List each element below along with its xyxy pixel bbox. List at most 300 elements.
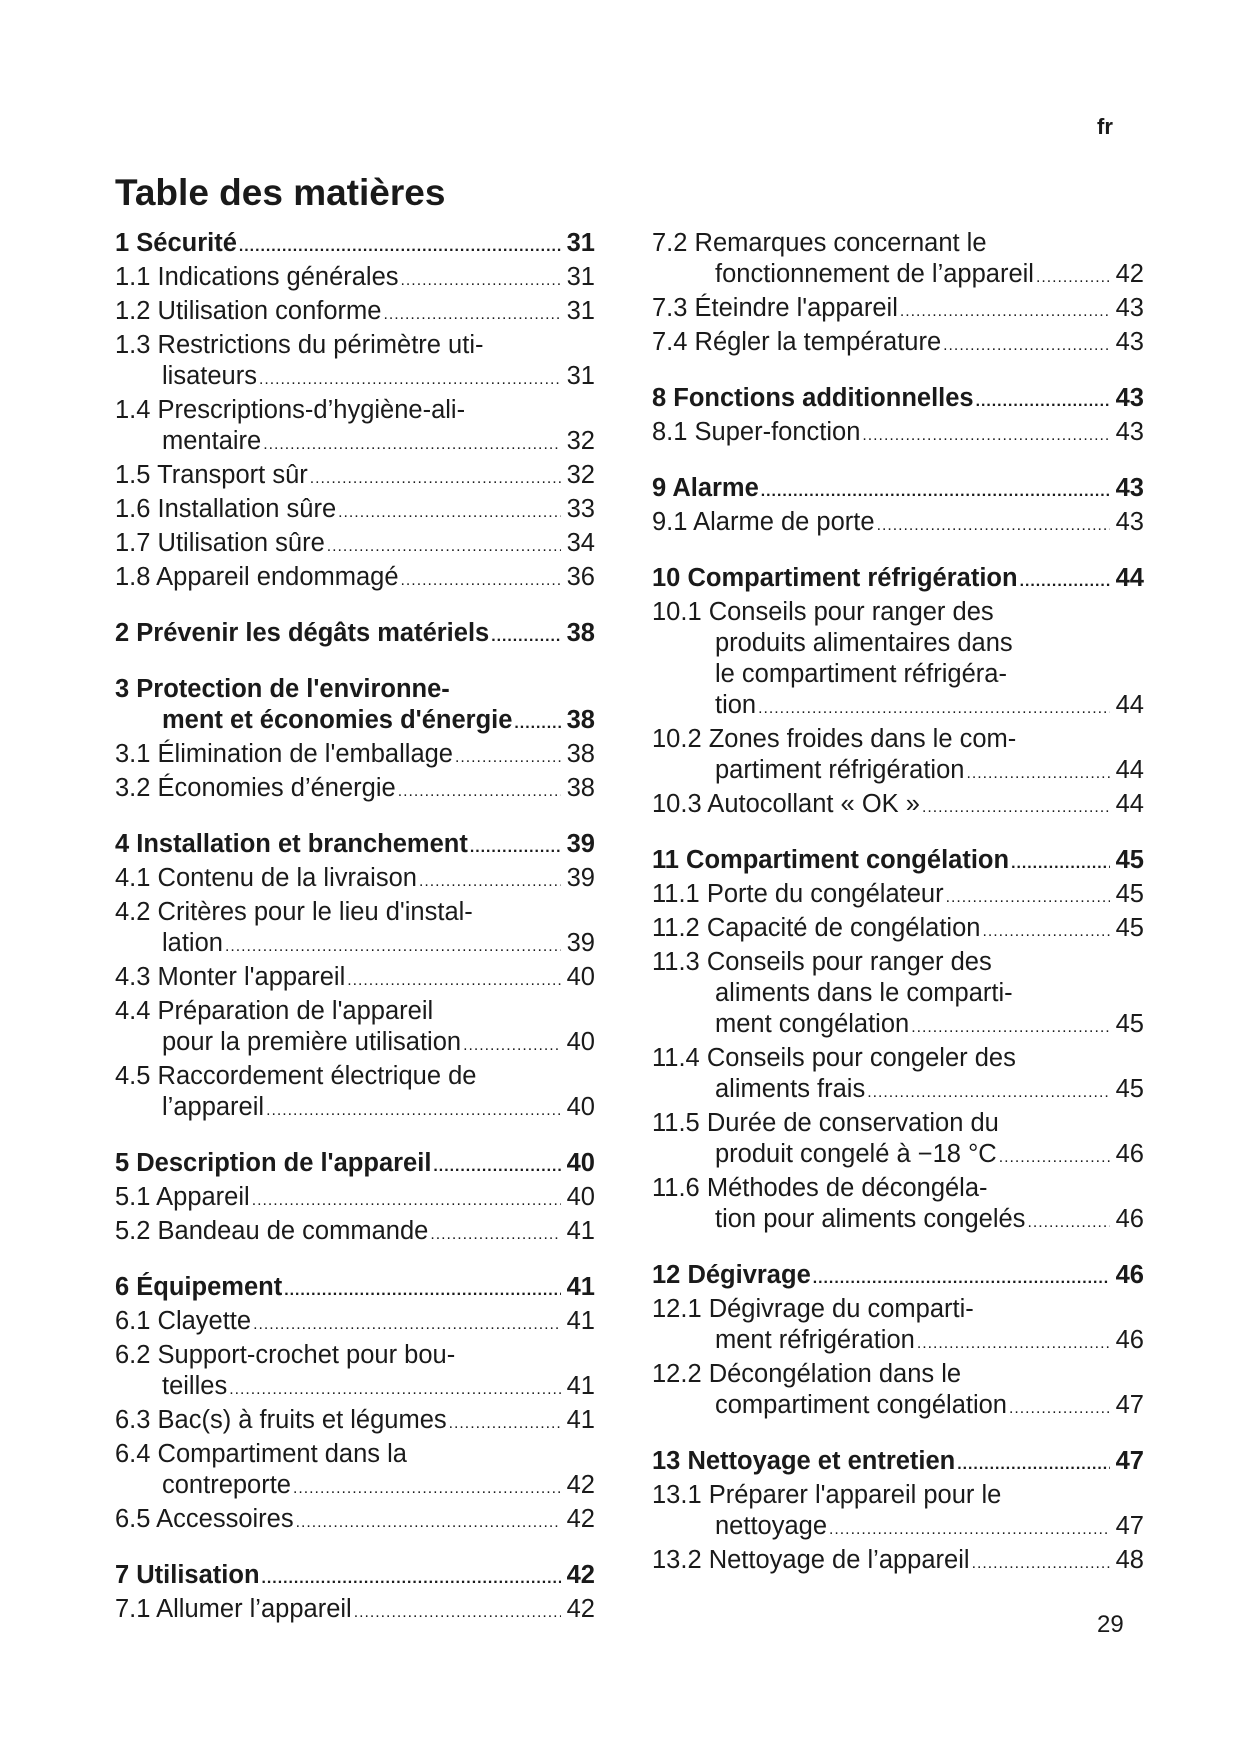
toc-entry-line bbox=[652, 259, 1144, 293]
toc-entry-line bbox=[115, 739, 595, 773]
toc-entry-line bbox=[115, 773, 595, 807]
toc-page-number: 43 bbox=[1115, 508, 1144, 536]
toc-entry-line bbox=[652, 507, 1144, 541]
toc-section bbox=[115, 674, 595, 807]
toc-entry-line bbox=[115, 1148, 595, 1182]
dot-leader bbox=[338, 497, 560, 528]
toc-entry-line bbox=[115, 618, 595, 652]
dot-leader bbox=[758, 693, 1110, 724]
dot-leader bbox=[1036, 262, 1110, 293]
toc-entry-text: 1.2 Utilisation conforme bbox=[115, 297, 382, 325]
toc-subsection-entry[interactable] bbox=[652, 1294, 1144, 1359]
toc-entry-text: contreporte bbox=[162, 1471, 291, 1499]
dot-leader bbox=[430, 1219, 560, 1250]
toc-section bbox=[115, 228, 595, 596]
toc-subsection-entry[interactable] bbox=[115, 1594, 595, 1628]
toc-entry-text: 4.1 Contenu de la livraison bbox=[115, 864, 417, 892]
toc-entry-line bbox=[115, 426, 595, 460]
toc-entry-text: 6 Équipement bbox=[115, 1273, 283, 1301]
toc-section bbox=[652, 228, 1144, 361]
toc-entry-line bbox=[115, 262, 595, 296]
toc-section-entry[interactable] bbox=[115, 228, 595, 262]
toc-entry-text: 2 Prévenir les dégâts matériels bbox=[115, 619, 490, 647]
toc-entry-line bbox=[115, 674, 595, 705]
toc-subsection-entry[interactable] bbox=[115, 460, 595, 494]
toc-section bbox=[652, 1260, 1144, 1424]
toc-entry-line bbox=[652, 563, 1144, 597]
dot-leader bbox=[433, 1151, 560, 1182]
dot-leader bbox=[229, 1374, 560, 1405]
toc-entry-text: compartiment congélation bbox=[715, 1391, 1007, 1419]
dot-leader bbox=[449, 1408, 561, 1439]
toc-page-number: 39 bbox=[566, 830, 595, 858]
dot-leader bbox=[1027, 1207, 1109, 1238]
toc-page-number: 40 bbox=[566, 1093, 595, 1121]
toc-page-number: 40 bbox=[566, 1028, 595, 1056]
toc-page-number: 44 bbox=[1115, 790, 1144, 818]
toc-subsection-entry[interactable] bbox=[115, 296, 595, 330]
toc-subsection-entry[interactable] bbox=[115, 1216, 595, 1250]
toc-entry-line bbox=[652, 327, 1144, 361]
toc-entry-line bbox=[115, 1560, 595, 1594]
dot-leader bbox=[470, 832, 561, 863]
toc-page-number: 41 bbox=[566, 1217, 595, 1245]
toc-subsection-entry[interactable] bbox=[115, 773, 595, 807]
toc-page-number: 42 bbox=[1115, 260, 1144, 288]
toc-page-number: 44 bbox=[1115, 756, 1144, 784]
dot-leader bbox=[266, 1095, 561, 1126]
dot-leader bbox=[972, 1548, 1110, 1579]
toc-entry-text: ment et économies d'énergie bbox=[162, 706, 513, 734]
toc-page-number: 42 bbox=[566, 1561, 595, 1589]
dot-leader bbox=[401, 565, 561, 596]
toc-entry-text: 1.3 Restrictions du périmètre uti- bbox=[115, 331, 484, 359]
toc-entry-text: 4 Installation et branchement bbox=[115, 830, 468, 858]
toc-entry-line bbox=[115, 494, 595, 528]
toc-section-entry[interactable] bbox=[652, 845, 1144, 879]
toc-entry-text: 11.4 Conseils pour congeler des bbox=[652, 1044, 1016, 1072]
toc-page-number: 32 bbox=[566, 427, 595, 455]
toc-entry-line bbox=[115, 330, 595, 361]
toc-section-entry[interactable] bbox=[115, 1148, 595, 1182]
toc-page-number: 31 bbox=[566, 229, 595, 257]
page-number: 29 bbox=[1097, 1611, 1124, 1638]
toc-subsection-entry[interactable] bbox=[115, 962, 595, 996]
dot-leader bbox=[999, 1142, 1110, 1173]
toc-page-number: 42 bbox=[566, 1595, 595, 1623]
toc-entry-line bbox=[652, 1390, 1144, 1424]
toc-entry-text: tion bbox=[715, 691, 757, 719]
toc-entry-line bbox=[115, 962, 595, 996]
dot-leader bbox=[966, 758, 1109, 789]
toc-entry-line bbox=[652, 1074, 1144, 1108]
toc-entry-line bbox=[652, 1139, 1144, 1173]
toc-subsection-entry[interactable] bbox=[115, 330, 595, 395]
toc-entry-line bbox=[115, 460, 595, 494]
toc-entry-text: 10.3 Autocollant « OK » bbox=[652, 790, 920, 818]
toc-page-number: 34 bbox=[566, 529, 595, 557]
toc-section-entry[interactable] bbox=[115, 674, 595, 739]
toc-entry-line bbox=[115, 1470, 595, 1504]
toc-subsection-entry[interactable] bbox=[652, 507, 1144, 541]
toc-entry-line bbox=[652, 1480, 1144, 1511]
toc-entry-line bbox=[652, 1043, 1144, 1074]
toc-section bbox=[652, 383, 1144, 451]
toc-page-number: 31 bbox=[566, 297, 595, 325]
toc-page-number: 42 bbox=[566, 1505, 595, 1533]
toc-entry-line bbox=[652, 1204, 1144, 1238]
toc-subsection-entry[interactable] bbox=[115, 395, 595, 460]
toc-subsection-entry[interactable] bbox=[652, 1480, 1144, 1545]
toc-page-number: 46 bbox=[1115, 1261, 1144, 1289]
toc-entry-line bbox=[115, 829, 595, 863]
toc-entry-line bbox=[115, 228, 595, 262]
dot-leader bbox=[862, 420, 1109, 451]
toc-entry-line bbox=[115, 705, 595, 739]
toc-subsection-entry[interactable] bbox=[115, 996, 595, 1061]
toc-entry-text: ment réfrigération bbox=[715, 1326, 915, 1354]
toc-entry-line bbox=[652, 659, 1144, 690]
toc-subsection-entry[interactable] bbox=[115, 739, 595, 773]
toc-entry-line bbox=[652, 1359, 1144, 1390]
toc-entry-line bbox=[652, 879, 1144, 913]
toc-page-number: 43 bbox=[1115, 294, 1144, 322]
toc-entry-text: le compartiment réfrigéra- bbox=[715, 660, 1007, 688]
toc-section bbox=[115, 1272, 595, 1538]
toc-entry-text: 8.1 Super-fonction bbox=[652, 418, 861, 446]
dot-leader bbox=[398, 776, 561, 807]
toc-entry-text: 8 Fonctions additionnelles bbox=[652, 384, 974, 412]
dot-leader bbox=[829, 1514, 1110, 1545]
toc-section-entry[interactable] bbox=[652, 563, 1144, 597]
toc-subsection-entry[interactable] bbox=[652, 913, 1144, 947]
language-label: fr bbox=[1097, 114, 1113, 139]
toc-page-number: 43 bbox=[1115, 418, 1144, 446]
toc-subsection-entry[interactable] bbox=[652, 293, 1144, 327]
dot-leader bbox=[1011, 848, 1110, 879]
dot-leader bbox=[327, 531, 561, 562]
toc-page-number: 38 bbox=[566, 774, 595, 802]
toc-section-entry[interactable] bbox=[115, 1272, 595, 1306]
dot-leader bbox=[761, 476, 1110, 507]
toc-page-number: 45 bbox=[1115, 880, 1144, 908]
toc-entry-line bbox=[652, 978, 1144, 1009]
toc-subsection-entry[interactable] bbox=[652, 879, 1144, 913]
dot-leader bbox=[1020, 566, 1110, 597]
toc-subsection-entry[interactable] bbox=[115, 1504, 595, 1538]
toc-subsection-entry[interactable] bbox=[115, 262, 595, 296]
toc-page-number: 31 bbox=[566, 263, 595, 291]
toc-entry-line bbox=[115, 1594, 595, 1628]
toc-page-number: 45 bbox=[1115, 914, 1144, 942]
toc-entry-line bbox=[115, 897, 595, 928]
toc-entry-line bbox=[115, 562, 595, 596]
toc-page-number: 47 bbox=[1115, 1447, 1144, 1475]
toc-entry-line bbox=[652, 1009, 1144, 1043]
toc-entry-line bbox=[652, 1260, 1144, 1294]
toc-entry-text: 12 Dégivrage bbox=[652, 1261, 811, 1289]
toc-entry-line bbox=[652, 1108, 1144, 1139]
dot-leader bbox=[296, 1507, 561, 1538]
toc-entry-text: mentaire bbox=[162, 427, 262, 455]
toc-entry-text: 12.1 Dégivrage du comparti- bbox=[652, 1295, 974, 1323]
toc-entry-text: 1.7 Utilisation sûre bbox=[115, 529, 325, 557]
toc-page-number: 46 bbox=[1115, 1326, 1144, 1354]
toc-entry-text: 11 Compartiment congélation bbox=[652, 846, 1010, 874]
page-title: Table des matières bbox=[115, 172, 446, 213]
toc-entry-text: 5.2 Bandeau de commande bbox=[115, 1217, 429, 1245]
toc-entry-text: 10.2 Zones froides dans le com- bbox=[652, 725, 1017, 753]
dot-leader bbox=[900, 296, 1110, 327]
toc-entry-text: 1.6 Installation sûre bbox=[115, 495, 337, 523]
dot-leader bbox=[253, 1309, 561, 1340]
toc-subsection-entry[interactable] bbox=[652, 228, 1144, 293]
toc-entry-line bbox=[115, 1371, 595, 1405]
toc-entry-text: 12.2 Décongélation dans le bbox=[652, 1360, 962, 1388]
dot-leader bbox=[284, 1275, 560, 1306]
toc-section bbox=[115, 618, 595, 652]
dot-leader bbox=[917, 1328, 1110, 1359]
toc-entry-text: 13.2 Nettoyage de l’appareil bbox=[652, 1546, 970, 1574]
toc-entry-line bbox=[115, 1027, 595, 1061]
toc-section bbox=[652, 845, 1144, 1238]
toc-page-number: 32 bbox=[566, 461, 595, 489]
toc-page-number: 42 bbox=[566, 1471, 595, 1499]
toc-entry-text: 4.5 Raccordement électrique de bbox=[115, 1062, 477, 1090]
dot-leader bbox=[252, 1185, 561, 1216]
toc-page-number: 40 bbox=[566, 1149, 595, 1177]
toc-subsection-entry[interactable] bbox=[115, 528, 595, 562]
toc-entry-line bbox=[115, 296, 595, 330]
toc-entry-line bbox=[115, 395, 595, 426]
toc-subsection-entry[interactable] bbox=[115, 1061, 595, 1126]
toc-entry-text: 4.2 Critères pour le lieu d'instal- bbox=[115, 898, 473, 926]
toc-entry-line bbox=[652, 1446, 1144, 1480]
toc-entry-line bbox=[115, 863, 595, 897]
toc-page-number: 43 bbox=[1115, 384, 1144, 412]
toc-entry-text: 10.1 Conseils pour ranger des bbox=[652, 598, 994, 626]
toc-entry-text: 6.5 Accessoires bbox=[115, 1505, 294, 1533]
toc-subsection-entry[interactable] bbox=[652, 789, 1144, 823]
toc-entry-line bbox=[115, 996, 595, 1027]
toc-entry-line bbox=[115, 1306, 595, 1340]
dot-leader bbox=[401, 265, 561, 296]
toc-entry-text: 6.4 Compartiment dans la bbox=[115, 1440, 407, 1468]
toc-entry-text: 4.3 Monter l'appareil bbox=[115, 963, 346, 991]
dot-leader bbox=[1009, 1393, 1110, 1424]
dot-leader bbox=[976, 386, 1110, 417]
toc-entry-line bbox=[652, 597, 1144, 628]
toc-entry-text: 11.5 Durée de conservation du bbox=[652, 1109, 999, 1137]
toc-page-number: 47 bbox=[1115, 1512, 1144, 1540]
toc-subsection-entry[interactable] bbox=[115, 562, 595, 596]
toc-page-number: 41 bbox=[566, 1406, 595, 1434]
dot-leader bbox=[943, 330, 1109, 361]
toc-subsection-entry[interactable] bbox=[115, 1340, 595, 1405]
toc-entry-text: pour la première utilisation bbox=[162, 1028, 462, 1056]
dot-leader bbox=[259, 364, 561, 395]
toc-entry-line bbox=[115, 1216, 595, 1250]
toc-entry-line bbox=[115, 1092, 595, 1126]
toc-subsection-entry[interactable] bbox=[652, 1545, 1144, 1579]
toc-page-number: 46 bbox=[1115, 1140, 1144, 1168]
toc-section-entry[interactable] bbox=[652, 473, 1144, 507]
toc-entry-text: 1.5 Transport sûr bbox=[115, 461, 308, 489]
toc-subsection-entry[interactable] bbox=[115, 1405, 595, 1439]
toc-entry-text: 1 Sécurité bbox=[115, 229, 237, 257]
toc-section-entry[interactable] bbox=[115, 618, 595, 652]
toc-entry-text: aliments dans le comparti- bbox=[715, 979, 1013, 1007]
toc-entry-line bbox=[652, 1173, 1144, 1204]
toc-entry-text: 5.1 Appareil bbox=[115, 1183, 250, 1211]
toc-entry-text: 11.1 Porte du congélateur bbox=[652, 880, 944, 908]
toc-page-number: 40 bbox=[566, 963, 595, 991]
toc-page-number: 38 bbox=[566, 706, 595, 734]
toc-page-number: 45 bbox=[1115, 846, 1144, 874]
toc-entry-line bbox=[115, 1504, 595, 1538]
toc-subsection-entry[interactable] bbox=[652, 417, 1144, 451]
toc-entry-line bbox=[115, 928, 595, 962]
dot-leader bbox=[911, 1012, 1109, 1043]
toc-entry-line bbox=[115, 1272, 595, 1306]
dot-leader bbox=[419, 866, 561, 897]
toc-page-number: 45 bbox=[1115, 1075, 1144, 1103]
toc-subsection-entry[interactable] bbox=[652, 327, 1144, 361]
toc-entry-text: 7.3 Éteindre l'appareil bbox=[652, 294, 898, 322]
toc-section bbox=[115, 829, 595, 1126]
toc-page-number: 47 bbox=[1115, 1391, 1144, 1419]
toc-entry-line bbox=[652, 690, 1144, 724]
toc-entry-text: 13 Nettoyage et entretien bbox=[652, 1447, 956, 1475]
dot-leader bbox=[877, 510, 1110, 541]
toc-entry-text: l’appareil bbox=[162, 1093, 265, 1121]
toc-entry-line bbox=[652, 417, 1144, 451]
dot-leader bbox=[383, 299, 560, 330]
toc-subsection-entry[interactable] bbox=[115, 863, 595, 897]
toc-entry-line bbox=[652, 473, 1144, 507]
toc-page-number: 39 bbox=[566, 929, 595, 957]
toc-entry-text: 9 Alarme bbox=[652, 474, 759, 502]
toc-page-number: 31 bbox=[566, 362, 595, 390]
dot-leader bbox=[455, 742, 561, 773]
toc-entry-line bbox=[115, 1340, 595, 1371]
toc-section bbox=[652, 563, 1144, 823]
toc-page-number: 48 bbox=[1115, 1546, 1144, 1574]
toc-entry-line bbox=[652, 789, 1144, 823]
toc-page-number: 43 bbox=[1115, 328, 1144, 356]
toc-entry-text: 6.3 Bac(s) à fruits et légumes bbox=[115, 1406, 447, 1434]
toc-entry-text: aliments frais bbox=[715, 1075, 866, 1103]
toc-entry-line bbox=[115, 528, 595, 562]
dot-leader bbox=[354, 1597, 561, 1628]
toc-section bbox=[652, 1446, 1144, 1579]
toc-entry-text: 9.1 Alarme de porte bbox=[652, 508, 875, 536]
toc-entry-line bbox=[115, 1061, 595, 1092]
toc-section-entry[interactable] bbox=[115, 829, 595, 863]
toc-entry-line bbox=[652, 383, 1144, 417]
toc-subsection-entry[interactable] bbox=[652, 1043, 1144, 1108]
toc-entry-text: 7.1 Allumer l’appareil bbox=[115, 1595, 352, 1623]
dot-leader bbox=[225, 931, 561, 962]
toc-entry-text: 7.4 Régler la température bbox=[652, 328, 942, 356]
toc-section-entry[interactable] bbox=[652, 1446, 1144, 1480]
toc-entry-text: lation bbox=[162, 929, 223, 957]
toc-section-entry[interactable] bbox=[115, 1560, 595, 1594]
toc-entry-text: fonctionnement de l’appareil bbox=[715, 260, 1034, 288]
toc-subsection-entry[interactable] bbox=[115, 897, 595, 962]
toc-section bbox=[115, 1148, 595, 1250]
toc-page-number: 46 bbox=[1115, 1205, 1144, 1233]
toc-entry-line bbox=[652, 845, 1144, 879]
toc-entry-text: 13.1 Préparer l'appareil pour le bbox=[652, 1481, 1002, 1509]
toc-entry-line bbox=[652, 1511, 1144, 1545]
dot-leader bbox=[262, 1563, 561, 1594]
toc-entry-text: 11.6 Méthodes de décongéla- bbox=[652, 1174, 988, 1202]
toc-entry-text: 3.2 Économies d’énergie bbox=[115, 774, 396, 802]
dot-leader bbox=[982, 916, 1109, 947]
toc-page-number: 38 bbox=[566, 619, 595, 647]
toc-entry-text: 1.8 Appareil endommagé bbox=[115, 563, 399, 591]
dot-leader bbox=[310, 463, 561, 494]
toc-entry-text: 4.4 Préparation de l'appareil bbox=[115, 997, 434, 1025]
toc-subsection-entry[interactable] bbox=[652, 597, 1144, 724]
toc-page-number: 41 bbox=[566, 1273, 595, 1301]
toc-section-entry[interactable] bbox=[652, 383, 1144, 417]
toc-section bbox=[652, 473, 1144, 541]
toc-subsection-entry[interactable] bbox=[115, 1306, 595, 1340]
dot-leader bbox=[347, 965, 560, 996]
toc-entry-line bbox=[652, 1545, 1144, 1579]
toc-entry-line bbox=[652, 913, 1144, 947]
toc-entry-line bbox=[652, 293, 1144, 327]
toc-section bbox=[115, 1560, 595, 1628]
toc-entry-line bbox=[115, 1405, 595, 1439]
toc-subsection-entry[interactable] bbox=[115, 494, 595, 528]
dot-leader bbox=[922, 792, 1110, 823]
toc-subsection-entry[interactable] bbox=[652, 1108, 1144, 1173]
toc-entry-text: 7 Utilisation bbox=[115, 1561, 260, 1589]
toc-entry-line bbox=[652, 228, 1144, 259]
toc-section-entry[interactable] bbox=[652, 1260, 1144, 1294]
toc-subsection-entry[interactable] bbox=[652, 724, 1144, 789]
dot-leader bbox=[239, 231, 561, 262]
toc-entry-text: 7.2 Remarques concernant le bbox=[652, 229, 987, 257]
toc-right-column bbox=[652, 228, 1144, 1579]
toc-entry-text: 5 Description de l'appareil bbox=[115, 1149, 432, 1177]
toc-entry-text: 11.2 Capacité de congélation bbox=[652, 914, 981, 942]
toc-subsection-entry[interactable] bbox=[652, 1173, 1144, 1238]
toc-page-number: 43 bbox=[1115, 474, 1144, 502]
toc-subsection-entry[interactable] bbox=[115, 1439, 595, 1504]
toc-entry-line bbox=[652, 947, 1144, 978]
toc-subsection-entry[interactable] bbox=[115, 1182, 595, 1216]
dot-leader bbox=[293, 1473, 561, 1504]
toc-entry-text: tion pour aliments congelés bbox=[715, 1205, 1026, 1233]
toc-entry-line bbox=[652, 755, 1144, 789]
toc-entry-text: produit congelé à −18 °C bbox=[715, 1140, 997, 1168]
dot-leader bbox=[867, 1077, 1109, 1108]
toc-entry-text: 6.2 Support-crochet pour bou- bbox=[115, 1341, 456, 1369]
toc-left-column bbox=[115, 228, 595, 1628]
toc-entry-text: 1.1 Indications générales bbox=[115, 263, 399, 291]
toc-subsection-entry[interactable] bbox=[652, 947, 1144, 1043]
dot-leader bbox=[514, 708, 560, 739]
toc-page-number: 41 bbox=[566, 1372, 595, 1400]
toc-entry-line bbox=[652, 628, 1144, 659]
toc-entry-line bbox=[115, 1439, 595, 1470]
toc-subsection-entry[interactable] bbox=[652, 1359, 1144, 1424]
dot-leader bbox=[957, 1449, 1109, 1480]
